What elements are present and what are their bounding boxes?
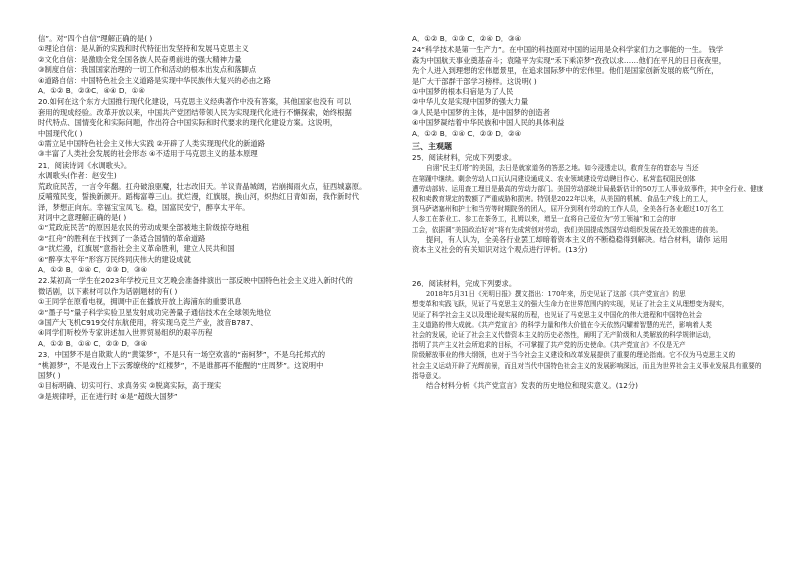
- question-line: 时代特点、国情变化和实际问题，作出符合中国实际和时代要求的现代化建设方案。这说明，: [38, 118, 338, 128]
- material-passage: 工会，依据调“美国政治好对”将有先成营创对劳动，我们美国提成然国劳动组织发展在投无效推进的前美。: [412, 225, 723, 234]
- material-passage: 遭劳动部转、运用查工理目是最高的劳动力部门。美国劳动部统计局最新估计的50万工人事业故事件，其中全行业、健康: [412, 184, 764, 193]
- material-passage: 2018年5月31日《光明日报》撰文指出：170年来，历史见证了这部《共产党宣言》的思: [426, 290, 686, 299]
- question-22: [38, 276, 398, 349]
- question-option: ②“墨子号”量子科学实验卫星发射成功完善量子通信技术在全球领先地位: [38, 307, 272, 317]
- question-option: ④道路自信：中国特色社会主义道路是实现中华民族伟大复兴的必由之路: [38, 75, 271, 85]
- question-20: [38, 97, 398, 159]
- question-option: ③国产大飞机C919交付东航使用，将实现乌克兰产业，波音B787、: [38, 317, 258, 327]
- question-prompt: 提问，有人认为，全美各行业罢工却暗着资本主义的不断稳稳得到解决。结合材料，请你 运用: [426, 234, 728, 244]
- question-prompt: 资本主义社会的有关知识对这个观点进行评析。(13分): [412, 245, 588, 255]
- material-passage: 阶级解放事业的伟大纲领，也对于当今社会主义建设和改革发展提供了重要的理论指南。它不仅为马克思主义的: [412, 351, 736, 360]
- question-25: [412, 153, 768, 256]
- question-line: 23．中国梦不是自欺欺人的“黄粱梦”，不是只有一场空欢喜的“南柯梦”，不是乌托邦式的: [38, 350, 326, 360]
- question-option: ②文化自信：是激励全党全国各族人民奋勇前进的强大精神力量: [38, 54, 242, 64]
- material-passage: 在第踵中继续。剩余劳动人口瓦认同建设通成义、农业领域建设劳动聘目作心、私营监权阻民创体: [412, 174, 696, 183]
- answer-choices: A．①② B．①④ C．②③ D．③④: [38, 338, 148, 348]
- answer-choices: A．①② B．①④ C．②③ D．②④: [412, 128, 522, 138]
- answer-choices: A．①② B．①③ C．②④ D．③④: [412, 34, 522, 43]
- question-line: 森为中国航天事业奠基奋斗；袁隆平为实现“禾下乘凉梦”孜孜以求……他们在平凡的日日夜夜里，: [412, 55, 727, 65]
- question-23: [38, 350, 398, 402]
- poem-title: 水调歌头(作者：赵安生): [38, 171, 117, 181]
- question-26: [412, 279, 768, 392]
- question-option: ①王同学在原看电视，拥调中正在播放开放上海浦东的重要讯息: [38, 297, 242, 307]
- material-passage: 指明了共产主义社会所追求的目标，不可掌握了共产党的历史使命。《共产党宣言》不仅是无产: [412, 341, 686, 350]
- material-passage: 主义道路的伟大成就。《共产党宣言》的科学力量和伟大价值在今天依然闪耀着智慧的光芒，影响着人类: [412, 320, 713, 329]
- left-column: [38, 34, 398, 402]
- question-line: 是广大干部群干部学习榜样。这说明( ): [412, 76, 537, 86]
- question-line: 24“科学技术是第一生产力”。在中国的科技面对中国的运用是众科学家们力之事能的一生。 钱学: [412, 45, 724, 55]
- question-option: ③是规律呼，正在进行时 ④是“超级大国梦”: [38, 391, 178, 401]
- question-line: 22.某初高一学生在2023年学校元旦文艺晚会准备排演出一部反映中国特色社会主义进入新时代的: [38, 276, 353, 286]
- question-line: “桃源梦”，不是戏台上下云雾缭绕的“红楼梦”，不是谁都再不能醒的“庄周梦”。这说明中: [38, 360, 324, 370]
- answer-choices: A．①② B．②③C．④④ D．①④: [38, 86, 145, 96]
- question-option: ②中华儿女是实现中国梦的强大力量: [412, 97, 528, 107]
- material-passage: 到马萨诸塞州和护士和当劳等时期院务的团人，屈开分到利有劳动的工作人员，全美各行各业超过10万名工: [412, 205, 724, 214]
- question-line: 对词中之意理解正确的是( ): [38, 212, 127, 222]
- question-line: 信”。对“四个自信”理解正确的是( ): [38, 34, 153, 43]
- question-option: ①需立足中国特色社会主义伟大实践 ②开辟了人类实现现代化的新道路: [38, 139, 266, 149]
- question-option: ①理论自信：是从新的实践和时代特征出发坚持和发展马克思主义: [38, 44, 249, 54]
- answer-choices: A．①② B．①④ C．②③ D．③④: [38, 264, 148, 274]
- material-passage: 指导意义。: [412, 371, 445, 380]
- poem-line: 泽，梦想正向东。幸福宝宝凤飞。稳，国富民安宁，醉享太平年。: [38, 202, 250, 212]
- poem-line: 荒政庇民苦，一言令年翻。扛舟破浪驱魔，壮志改旧天。羊议青晶城阔，岩崩揭雨火点，征西城嘉原。: [38, 181, 367, 191]
- question-line: 先个人进入到理想的宏伟愿景里，在追求国际梦中的宏伟里。他们是国家创新发展的底气所在，: [412, 66, 719, 76]
- question-option: ④同学们听校外专家讲述加入世界贸易组织的艰辛历程: [38, 328, 213, 338]
- question-prompt: 结合材料分析《共产党宣言》发表的历史地位和现实意义。(12分): [426, 380, 638, 390]
- question-option: ③“扰烂漫，红旗展”意指社会主义革命胜利，建立人民共和国: [38, 244, 235, 254]
- question-option: ①“荒政庇民苦”的原因是农民的劳动成果全部被地主阶级掠夺地租: [38, 223, 250, 233]
- material-passage: 社会主义运动开辟了光辉前景，而且对当代中国特色社会主义的发展影响深远，而且为世界社会主义事业发展具有重要的: [412, 361, 762, 370]
- material-passage: 人参工在茶业工、参工在茶务工，扎姆以来，增呈一直将自己爱位为“劳工领袖”和工会的审: [412, 215, 676, 224]
- material-passage: 想变革和实践飞跃，见证了马克思主义的强大生命力在世界范围内的实现，见证了社会主义从理想变为现实，: [412, 300, 729, 309]
- question-line: 中国现代化( ): [38, 128, 83, 138]
- question-21: [38, 161, 398, 275]
- question-option: ④中国梦凝结着中华民族和中国人民的具体利益: [412, 118, 565, 128]
- material-passage: 权和卖教育规定的数额了严重威胁和损害。特别是2022年以来，从美国的机械、食品生产线上的工人，: [412, 195, 713, 204]
- question-option: ①中国梦的根本归宿是为了人民: [412, 87, 514, 97]
- section-title: 三、主观题: [412, 142, 452, 152]
- question-19-tail: [38, 34, 398, 96]
- right-column: [412, 34, 768, 391]
- question-option: ①目标明确、切实可行、求真务实 ②脱离实际，高于现实: [38, 381, 222, 391]
- question-line: 21．阅读诗词《水调歌头》。: [38, 160, 132, 170]
- material-passage: 见证了科学社会主义以及理论现实展的历程，也见证了马克思主义中国化的伟大进程和中国特色社会: [412, 310, 703, 319]
- question-option: ③制度自信：我国国家治理的一切工作和活动的根本出发点和落脚点: [38, 65, 257, 75]
- question-option: ③人民是中国梦的主体，是中国梦的创造者: [412, 107, 550, 117]
- material-passage: 自诩“民主灯塔”的美国，去日是就家道务的答恶之地。如今浸透走以，救育生存的窘态与 当还: [426, 164, 699, 173]
- poem-line: 反哺殖民变，誓换新颜开。蹈梅富尊三山。扰烂漫，红旗展，换山河，炽热红日青如南，我作新时代: [38, 192, 360, 202]
- question-line: 套用的现成经验。改革开放以来，中国共产党团结带领人民为实现现代化进行不懈探索，始终根据: [38, 107, 352, 117]
- question-24: [412, 45, 768, 139]
- material-passage: 社会的发展，论证了社会主义代替资本主义的历史必然性，阐明了无产阶级和人类解放的科学规律运动，: [412, 330, 716, 339]
- question-line: 微话剧，以下素材可以作为话剧题材的有( ): [38, 286, 178, 296]
- question-line: 26．阅读材料，完成下列要求。: [412, 278, 517, 288]
- question-option: ④“醉享太平年”形容万民终同庆伟大的建设成就: [38, 254, 191, 264]
- question-option: ②“扛舟”的胜利在于找到了一条适合国情的革命道路: [38, 233, 206, 243]
- question-line: 国梦( ): [38, 371, 61, 380]
- question-line: 25．阅读材料，完成下列要求。: [412, 153, 517, 163]
- question-option: ③丰富了人类社会发展的社会形态 ④不适用于马克思主义的基本原理: [38, 149, 258, 159]
- question-line: 20.如何在这个东方大国推行现代化建设，马克思主义经典著作中没有答案，其他国家也没有 可以: [38, 97, 352, 107]
